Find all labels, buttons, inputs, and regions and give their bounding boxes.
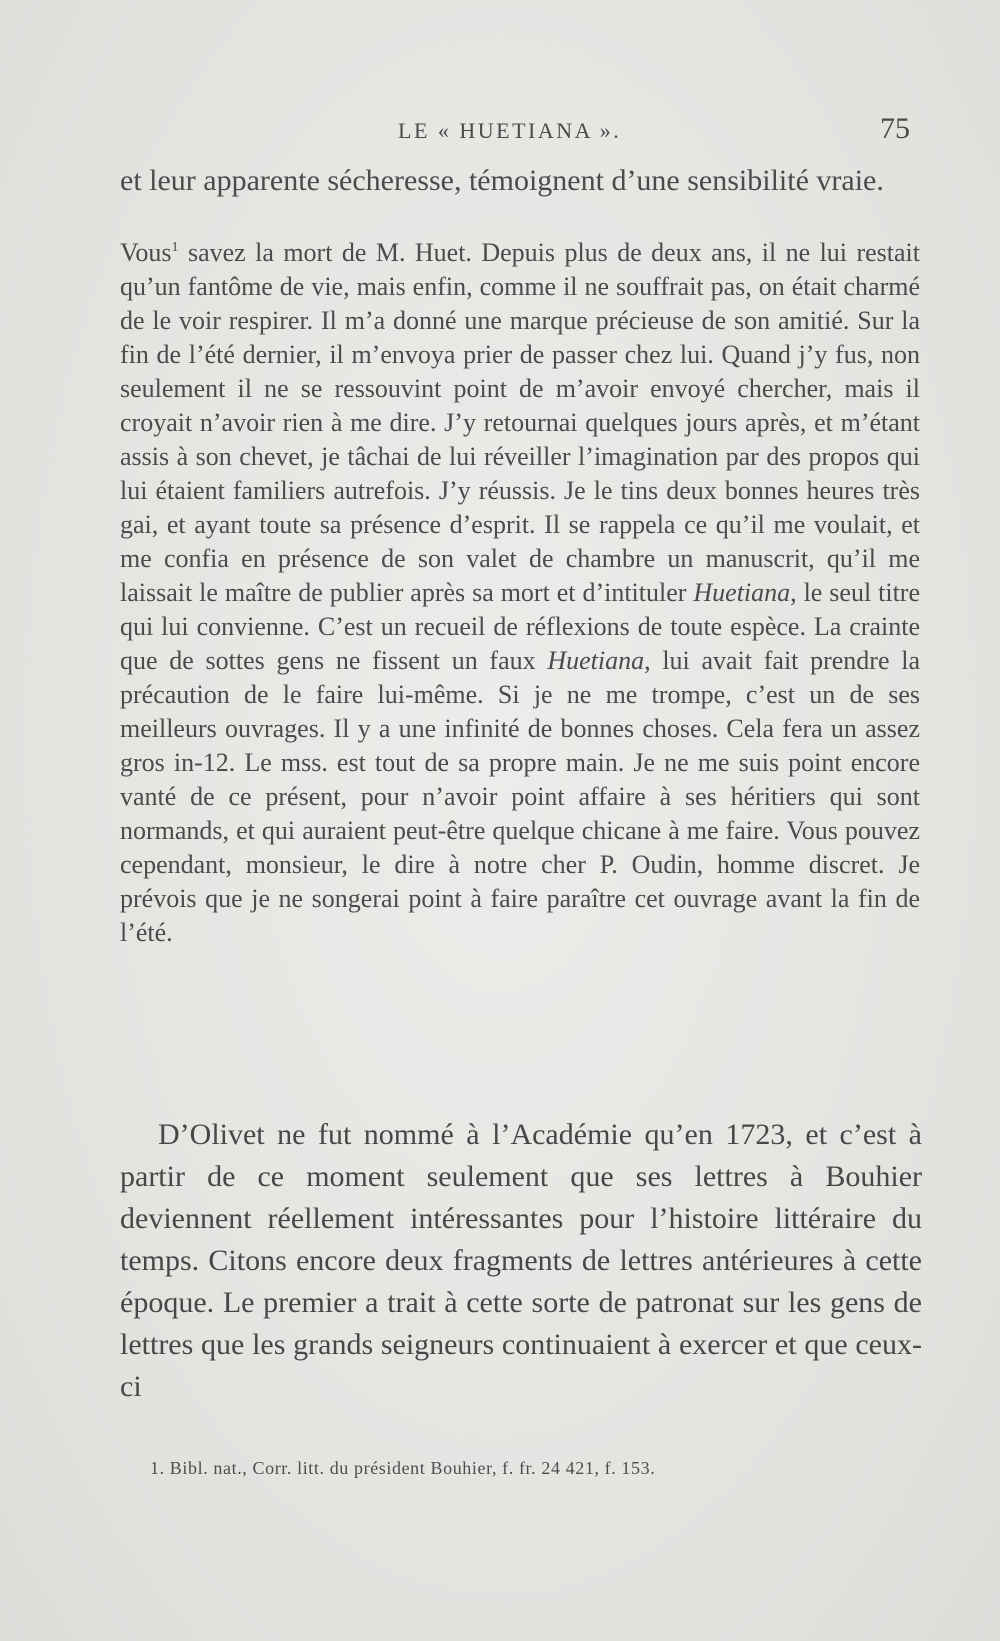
- huetiana-title-1: Huetiana: [693, 578, 791, 607]
- letter-paragraph: [120, 236, 920, 950]
- body-paragraph: D’Olivet ne fut nommé à l’Académie qu’en 1723, et c’est à partir de ce moment seulement que ses lettres à Bouhier deviennent réellement intéressantes pour l’histoire littéraire du temps. Citons encore deux fragments de lettres antérieures à cette époque. Le premier a trait à cette sorte de patronat sur les gens de lettres que les grands seigneurs continuaient à exercer et que ceux-ci: [120, 1118, 922, 1403]
- main-text: [120, 1114, 922, 1408]
- running-title: LE « HUETIANA ».: [398, 118, 622, 143]
- footnote-marker: 1: [171, 240, 179, 255]
- quote-lead-text: et leur apparente sécheresse, témoignent d’une sensibilité vraie.: [120, 164, 884, 197]
- footnote: 1. Bibl. nat., Corr. litt. du président Bouhier, f. fr. 24 421, f. 153.: [150, 1458, 656, 1478]
- page-number: 75: [880, 112, 910, 145]
- letter-text-part-1: savez la mort de M. Huet. Depuis plus de deux ans, il ne lui restait qu’un fantôme de vie, mais enfin, comme il ne souffrait pas, on était charmé de le voir respirer. Il m’a donné une marque précieuse de son amitié. Sur la fin de l’été dernier, il m’envoya prier de passer chez lui. Quand j’y fus, non seulement il ne se ressouvint point de m’avoir envoyé chercher, mais il croyait n’avoir rien à me dire. J’y retournai quelques jours après, et m’étant assis à son chevet, je tâchai de lui réveiller l’imagination par des propos qui lui étaient familiers autrefois. J’y réussis. Je le tins deux bonnes heures très gai, et ayant toute sa présence d’esprit. Il se rappela ce qu’il me voulait, et me confia en présence de son valet de chambre un manuscrit, qu’il me laissait le maître de publier après sa mort et d’intituler: [120, 238, 920, 607]
- huetiana-title-2: Huetiana: [547, 646, 645, 675]
- letter-text-part-3: , lui avait fait prendre la précaution de le faire lui-même. Si je ne me trompe, c’est un de ses meilleurs ouvrages. Il y a une infinité de bonnes choses. Cela fera un assez gros in-12. Le mss. est tout de sa propre main. Je ne me suis point encore vanté de ce présent, pour n’avoir point affaire à ses héritiers qui sont normands, et qui auraient peut-être quelque chicane à me faire. Vous pouvez cependant, monsieur, le dire à notre cher P. Oudin, homme discret. Je prévois que je ne songerai point à faire paraître cet ouvrage avant la fin de l’été.: [120, 646, 920, 947]
- letter-start: Vous: [120, 238, 172, 267]
- letter-text-part-2: , le seul titre qui lui convienne. C’est un recueil de réflexions de toute espèce. La crainte que de sottes gens ne fissent un faux: [120, 578, 920, 675]
- running-head: [0, 112, 1000, 152]
- quoted-letter: [120, 160, 920, 950]
